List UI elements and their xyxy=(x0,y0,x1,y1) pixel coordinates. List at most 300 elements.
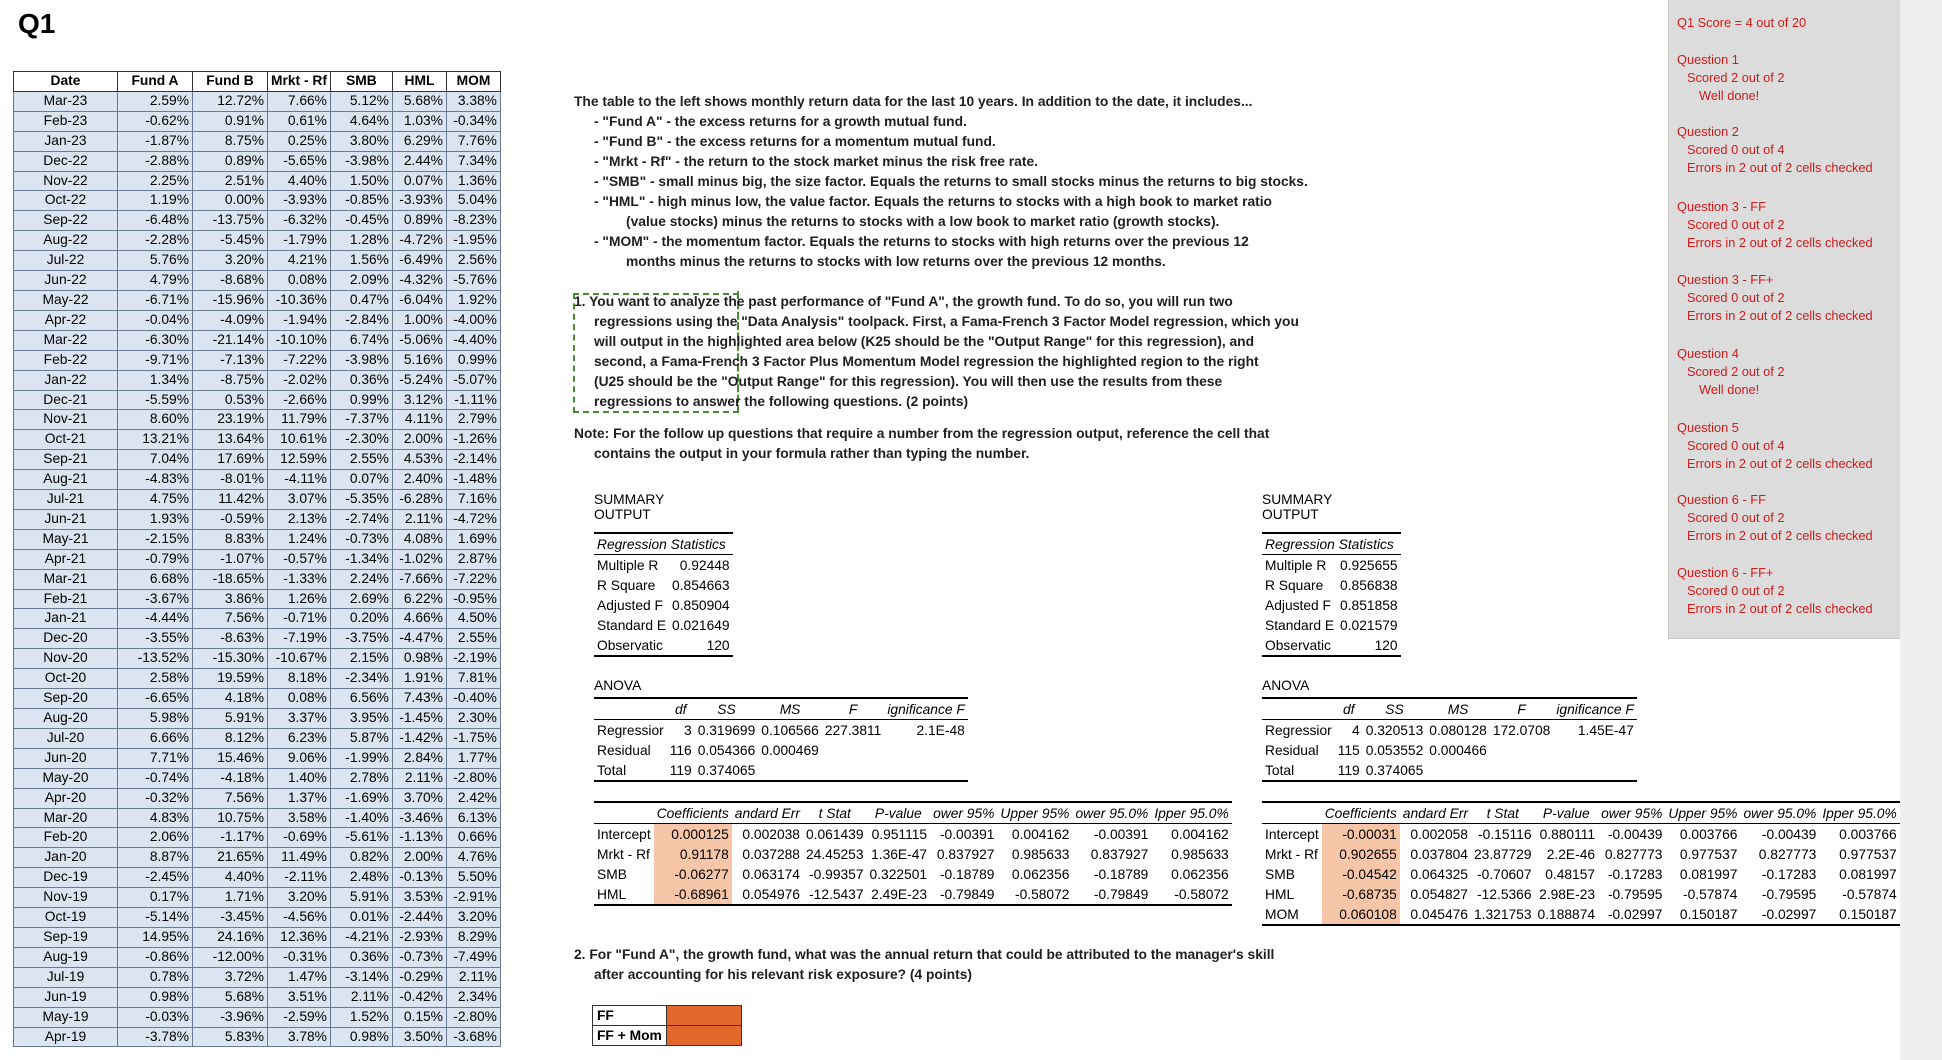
date-cell[interactable]: Feb-23 xyxy=(14,111,118,131)
return-cell[interactable]: 3.51% xyxy=(268,987,331,1007)
return-cell[interactable]: 5.91% xyxy=(330,888,392,908)
coef-value[interactable]: 0.322501 xyxy=(869,866,928,882)
coef-value[interactable]: -0.17283 xyxy=(1607,866,1663,882)
date-cell[interactable]: Sep-22 xyxy=(14,211,118,231)
return-cell[interactable]: -6.71% xyxy=(118,290,193,310)
ffmom-answer-cell[interactable] xyxy=(666,1026,741,1046)
return-cell[interactable]: -3.45% xyxy=(193,908,268,928)
stat-value[interactable]: 0.92448 xyxy=(679,557,730,573)
return-cell[interactable]: 1.26% xyxy=(268,589,331,609)
date-cell[interactable]: Oct-19 xyxy=(14,908,118,928)
return-cell[interactable]: 3.50% xyxy=(392,1027,446,1047)
anova-value[interactable] xyxy=(1553,740,1636,760)
return-cell[interactable]: -0.69% xyxy=(268,828,331,848)
coef-value[interactable]: -0.57874 xyxy=(1682,886,1738,902)
date-cell[interactable]: Feb-20 xyxy=(14,828,118,848)
return-cell[interactable]: 6.22% xyxy=(392,589,446,609)
return-cell[interactable]: 0.08% xyxy=(268,271,331,291)
return-cell[interactable]: -5.24% xyxy=(392,370,446,390)
return-cell[interactable]: -8.75% xyxy=(193,370,268,390)
return-cell[interactable]: -0.79% xyxy=(118,549,193,569)
return-cell[interactable]: -18.65% xyxy=(193,569,268,589)
coef-value[interactable]: -0.79595 xyxy=(1607,886,1663,902)
return-cell[interactable]: -4.21% xyxy=(330,927,392,947)
return-cell[interactable]: -5.59% xyxy=(118,390,193,410)
return-cell[interactable]: -0.42% xyxy=(392,987,446,1007)
return-cell[interactable]: -3.67% xyxy=(118,589,193,609)
date-cell[interactable]: Apr-21 xyxy=(14,549,118,569)
coef-value[interactable]: 0.063174 xyxy=(742,866,800,882)
return-cell[interactable]: -0.74% xyxy=(118,768,193,788)
return-cell[interactable]: 5.16% xyxy=(392,350,446,370)
return-cell[interactable]: -10.36% xyxy=(268,290,331,310)
return-cell[interactable]: -2.88% xyxy=(118,151,193,171)
return-cell[interactable]: 1.92% xyxy=(446,290,500,310)
date-cell[interactable]: Sep-19 xyxy=(14,927,118,947)
date-cell[interactable]: Sep-20 xyxy=(14,689,118,709)
return-cell[interactable]: -1.02% xyxy=(392,549,446,569)
stat-value[interactable]: 120 xyxy=(669,635,733,656)
return-cell[interactable]: 13.64% xyxy=(193,430,268,450)
anova-value[interactable]: 115 xyxy=(1337,742,1360,758)
anova-value[interactable] xyxy=(822,740,885,760)
return-cell[interactable]: 8.29% xyxy=(446,927,500,947)
date-cell[interactable]: Jan-22 xyxy=(14,370,118,390)
date-cell[interactable]: Jan-21 xyxy=(14,609,118,629)
coef-value[interactable]: 0.081997 xyxy=(1839,866,1897,882)
return-cell[interactable]: -7.22% xyxy=(446,569,500,589)
return-cell[interactable]: 0.98% xyxy=(392,649,446,669)
coef-value[interactable]: -0.02997 xyxy=(1740,904,1819,925)
return-cell[interactable]: -0.45% xyxy=(330,211,392,231)
return-cell[interactable]: -4.56% xyxy=(268,908,331,928)
return-cell[interactable]: -3.68% xyxy=(446,1027,500,1047)
return-cell[interactable]: -1.17% xyxy=(193,828,268,848)
return-cell[interactable]: -5.76% xyxy=(446,271,500,291)
return-cell[interactable]: 1.28% xyxy=(330,231,392,251)
return-cell[interactable]: 2.11% xyxy=(330,987,392,1007)
coef-value[interactable]: 0.002038 xyxy=(742,826,800,842)
return-cell[interactable]: -1.87% xyxy=(118,131,193,151)
scrollbar-track[interactable] xyxy=(1900,0,1942,1060)
coef-value[interactable]: 0.062356 xyxy=(1171,866,1229,882)
return-cell[interactable]: 1.19% xyxy=(118,191,193,211)
return-cell[interactable]: 2.51% xyxy=(193,171,268,191)
return-cell[interactable]: -9.71% xyxy=(118,350,193,370)
coef-value[interactable]: -0.58072 xyxy=(1151,884,1231,905)
return-cell[interactable]: -15.30% xyxy=(193,649,268,669)
coefficient-cell[interactable]: -0.68735 xyxy=(1322,884,1400,904)
anova-value[interactable] xyxy=(1426,760,1490,781)
return-cell[interactable]: -0.31% xyxy=(268,947,331,967)
return-cell[interactable]: 2.15% xyxy=(330,649,392,669)
return-cell[interactable]: -3.96% xyxy=(193,1007,268,1027)
return-cell[interactable]: 5.68% xyxy=(193,987,268,1007)
anova-value[interactable]: 0.374065 xyxy=(1363,760,1427,781)
return-cell[interactable]: 8.87% xyxy=(118,848,193,868)
return-cell[interactable]: 2.24% xyxy=(330,569,392,589)
return-cell[interactable]: 1.40% xyxy=(268,768,331,788)
date-cell[interactable]: Jul-20 xyxy=(14,728,118,748)
date-cell[interactable]: Oct-20 xyxy=(14,669,118,689)
return-cell[interactable]: 1.50% xyxy=(330,171,392,191)
return-cell[interactable]: 1.56% xyxy=(330,251,392,271)
return-cell[interactable]: -0.59% xyxy=(193,509,268,529)
date-cell[interactable]: Aug-21 xyxy=(14,470,118,490)
return-cell[interactable]: -0.86% xyxy=(118,947,193,967)
return-cell[interactable]: -4.00% xyxy=(446,310,500,330)
return-cell[interactable]: -0.03% xyxy=(118,1007,193,1027)
stat-value[interactable]: 120 xyxy=(1337,635,1401,656)
return-cell[interactable]: 6.74% xyxy=(330,330,392,350)
return-cell[interactable]: 21.65% xyxy=(193,848,268,868)
coef-value[interactable]: 0.951115 xyxy=(871,826,928,842)
return-cell[interactable]: -5.65% xyxy=(268,151,331,171)
return-cell[interactable]: 8.18% xyxy=(268,669,331,689)
coef-value[interactable]: 0.150187 xyxy=(1665,904,1740,925)
return-cell[interactable]: -6.30% xyxy=(118,330,193,350)
coef-value[interactable]: 0.48157 xyxy=(1545,866,1596,882)
return-cell[interactable]: -4.44% xyxy=(118,609,193,629)
coef-value[interactable]: -0.15116 xyxy=(1478,826,1532,842)
coefficient-cell[interactable]: -0.06277 xyxy=(654,864,732,884)
return-cell[interactable]: -0.85% xyxy=(330,191,392,211)
return-cell[interactable]: 0.01% xyxy=(330,908,392,928)
coef-value[interactable]: 2.98E-23 xyxy=(1539,886,1596,902)
return-cell[interactable]: 1.24% xyxy=(268,529,331,549)
return-cell[interactable]: -2.02% xyxy=(268,370,331,390)
anova-value[interactable]: 0.054366 xyxy=(697,742,756,758)
coef-value[interactable]: -0.00391 xyxy=(939,826,995,842)
return-cell[interactable]: 7.16% xyxy=(446,490,500,510)
coef-value[interactable]: -12.5437 xyxy=(803,884,867,905)
return-cell[interactable]: -2.34% xyxy=(330,669,392,689)
return-cell[interactable]: -4.83% xyxy=(118,470,193,490)
return-cell[interactable]: 13.21% xyxy=(118,430,193,450)
return-cell[interactable]: -12.00% xyxy=(193,947,268,967)
return-cell[interactable]: 2.06% xyxy=(118,828,193,848)
return-cell[interactable]: -2.14% xyxy=(446,450,500,470)
coef-value[interactable]: 0.837927 xyxy=(1090,846,1149,862)
return-cell[interactable]: 2.69% xyxy=(330,589,392,609)
coef-value[interactable]: -12.5366 xyxy=(1477,886,1532,902)
stat-value[interactable]: 0.021649 xyxy=(672,617,730,633)
return-cell[interactable]: 1.34% xyxy=(118,370,193,390)
return-cell[interactable]: 6.68% xyxy=(118,569,193,589)
return-cell[interactable]: 0.20% xyxy=(330,609,392,629)
return-cell[interactable]: -6.04% xyxy=(392,290,446,310)
return-cell[interactable]: -4.11% xyxy=(268,470,331,490)
return-cell[interactable]: -1.42% xyxy=(392,728,446,748)
return-cell[interactable]: 4.40% xyxy=(268,171,331,191)
coef-value[interactable]: -0.18789 xyxy=(1093,866,1149,882)
date-cell[interactable]: Jul-22 xyxy=(14,251,118,271)
anova-value[interactable]: 0.080128 xyxy=(1429,722,1487,738)
coef-value[interactable]: 0.837927 xyxy=(936,846,995,862)
return-cell[interactable]: -0.40% xyxy=(446,689,500,709)
return-cell[interactable]: 1.00% xyxy=(392,310,446,330)
return-cell[interactable]: -2.91% xyxy=(446,888,500,908)
date-cell[interactable]: Jun-21 xyxy=(14,509,118,529)
return-cell[interactable]: -0.95% xyxy=(446,589,500,609)
return-cell[interactable]: 3.78% xyxy=(268,1027,331,1047)
return-cell[interactable]: 2.87% xyxy=(446,549,500,569)
date-cell[interactable]: Sep-21 xyxy=(14,450,118,470)
return-cell[interactable]: -13.52% xyxy=(118,649,193,669)
return-cell[interactable]: 3.20% xyxy=(268,888,331,908)
coef-value[interactable]: 0.054827 xyxy=(1410,886,1468,902)
return-cell[interactable]: -1.40% xyxy=(330,808,392,828)
coef-value[interactable]: -0.00439 xyxy=(1607,826,1663,842)
coef-value[interactable]: 0.004162 xyxy=(1171,826,1229,842)
return-cell[interactable]: -0.34% xyxy=(446,111,500,131)
return-cell[interactable]: -0.73% xyxy=(392,947,446,967)
date-cell[interactable]: Aug-20 xyxy=(14,709,118,729)
return-cell[interactable]: -2.66% xyxy=(268,390,331,410)
return-cell[interactable]: 12.59% xyxy=(268,450,331,470)
return-cell[interactable]: 4.50% xyxy=(446,609,500,629)
return-cell[interactable]: 5.76% xyxy=(118,251,193,271)
anova-value[interactable]: 0.106566 xyxy=(761,722,819,738)
return-cell[interactable]: -10.10% xyxy=(268,330,331,350)
return-cell[interactable]: 0.47% xyxy=(330,290,392,310)
return-cell[interactable]: -7.66% xyxy=(392,569,446,589)
return-cell[interactable]: 2.55% xyxy=(330,450,392,470)
return-cell[interactable]: 1.71% xyxy=(193,888,268,908)
return-cell[interactable]: 11.49% xyxy=(268,848,331,868)
return-cell[interactable]: 2.55% xyxy=(446,629,500,649)
coef-value[interactable]: -0.79849 xyxy=(930,884,997,905)
return-cell[interactable]: 10.75% xyxy=(193,808,268,828)
return-cell[interactable]: 0.89% xyxy=(392,211,446,231)
return-cell[interactable]: -6.48% xyxy=(118,211,193,231)
date-cell[interactable]: Jul-21 xyxy=(14,490,118,510)
return-cell[interactable]: -5.06% xyxy=(392,330,446,350)
return-cell[interactable]: -0.29% xyxy=(392,967,446,987)
coef-value[interactable]: 0.977537 xyxy=(1839,846,1897,862)
coef-value[interactable]: 23.87729 xyxy=(1473,846,1532,862)
ff-answer-cell[interactable] xyxy=(666,1006,741,1026)
return-cell[interactable]: -5.07% xyxy=(446,370,500,390)
coefficient-cell[interactable]: -0.00031 xyxy=(1322,824,1400,845)
return-cell[interactable]: 0.17% xyxy=(118,888,193,908)
return-cell[interactable]: 14.95% xyxy=(118,927,193,947)
coefficient-cell[interactable]: 0.91178 xyxy=(654,844,732,864)
return-cell[interactable]: -15.96% xyxy=(193,290,268,310)
return-cell[interactable]: -21.14% xyxy=(193,330,268,350)
stat-value[interactable]: 0.851858 xyxy=(1340,597,1398,613)
return-cell[interactable]: 2.48% xyxy=(330,868,392,888)
return-cell[interactable]: 2.00% xyxy=(392,848,446,868)
return-cell[interactable]: -1.34% xyxy=(330,549,392,569)
return-cell[interactable]: 0.07% xyxy=(392,171,446,191)
date-cell[interactable]: Mar-23 xyxy=(14,91,118,111)
coefficient-cell[interactable]: 0.060108 xyxy=(1322,904,1400,925)
return-cell[interactable]: -5.45% xyxy=(193,231,268,251)
return-cell[interactable]: 7.66% xyxy=(268,91,331,111)
return-cell[interactable]: 2.44% xyxy=(392,151,446,171)
coef-value[interactable]: 0.188874 xyxy=(1535,904,1599,925)
return-cell[interactable]: -2.30% xyxy=(330,430,392,450)
coef-value[interactable]: 0.827773 xyxy=(1604,846,1663,862)
date-cell[interactable]: May-20 xyxy=(14,768,118,788)
return-cell[interactable]: -8.68% xyxy=(193,271,268,291)
return-cell[interactable]: 5.50% xyxy=(446,868,500,888)
coef-value[interactable]: -0.58072 xyxy=(997,884,1072,905)
return-cell[interactable]: 4.08% xyxy=(392,529,446,549)
return-cell[interactable]: -3.46% xyxy=(392,808,446,828)
anova-value[interactable] xyxy=(1490,760,1554,781)
return-cell[interactable]: -3.14% xyxy=(330,967,392,987)
anova-value[interactable]: 0.000466 xyxy=(1429,742,1487,758)
return-cell[interactable]: 7.76% xyxy=(446,131,500,151)
coef-value[interactable]: 0.081997 xyxy=(1679,866,1738,882)
return-cell[interactable]: -3.93% xyxy=(268,191,331,211)
return-cell[interactable]: -4.72% xyxy=(392,231,446,251)
coefficient-cell[interactable]: 0.902655 xyxy=(1322,844,1400,864)
return-cell[interactable]: 12.36% xyxy=(268,927,331,947)
coef-value[interactable]: 0.004162 xyxy=(1011,826,1070,842)
return-cell[interactable]: 0.07% xyxy=(330,470,392,490)
anova-value[interactable]: 4 xyxy=(1352,722,1360,738)
return-cell[interactable]: 2.09% xyxy=(330,271,392,291)
return-cell[interactable]: -3.55% xyxy=(118,629,193,649)
return-cell[interactable]: -3.98% xyxy=(330,151,392,171)
return-cell[interactable]: -0.13% xyxy=(392,868,446,888)
coef-value[interactable]: 1.36E-47 xyxy=(871,846,928,862)
coef-value[interactable]: 0.054976 xyxy=(732,884,803,905)
return-cell[interactable]: -1.75% xyxy=(446,728,500,748)
return-cell[interactable]: 5.91% xyxy=(193,709,268,729)
return-cell[interactable]: -7.22% xyxy=(268,350,331,370)
return-cell[interactable]: 5.68% xyxy=(392,91,446,111)
return-cell[interactable]: 2.25% xyxy=(118,171,193,191)
anova-value[interactable] xyxy=(884,760,967,781)
return-cell[interactable]: -0.73% xyxy=(330,529,392,549)
date-cell[interactable]: Dec-22 xyxy=(14,151,118,171)
return-cell[interactable]: -0.57% xyxy=(268,549,331,569)
return-cell[interactable]: 4.83% xyxy=(118,808,193,828)
date-cell[interactable]: Mar-21 xyxy=(14,569,118,589)
return-cell[interactable]: -0.71% xyxy=(268,609,331,629)
return-cell[interactable]: -1.33% xyxy=(268,569,331,589)
return-cell[interactable]: 2.79% xyxy=(446,410,500,430)
return-cell[interactable]: 1.77% xyxy=(446,748,500,768)
return-cell[interactable]: 0.00% xyxy=(193,191,268,211)
return-cell[interactable]: -1.07% xyxy=(193,549,268,569)
return-cell[interactable]: -2.45% xyxy=(118,868,193,888)
anova-value[interactable]: 1.45E-47 xyxy=(1577,722,1634,738)
return-cell[interactable]: 0.91% xyxy=(193,111,268,131)
return-cell[interactable]: -8.01% xyxy=(193,470,268,490)
return-cell[interactable]: 1.91% xyxy=(392,669,446,689)
date-cell[interactable]: Oct-22 xyxy=(14,191,118,211)
date-cell[interactable]: Jan-23 xyxy=(14,131,118,151)
coef-value[interactable]: -0.00439 xyxy=(1761,826,1817,842)
date-cell[interactable]: Jun-19 xyxy=(14,987,118,1007)
coef-value[interactable]: 0.061439 xyxy=(805,826,864,842)
coef-value[interactable]: -0.79595 xyxy=(1761,886,1817,902)
return-cell[interactable]: 3.53% xyxy=(392,888,446,908)
return-cell[interactable]: 6.23% xyxy=(268,728,331,748)
return-cell[interactable]: 4.66% xyxy=(392,609,446,629)
date-cell[interactable]: Apr-19 xyxy=(14,1027,118,1047)
return-cell[interactable]: -2.80% xyxy=(446,1007,500,1027)
return-cell[interactable]: -1.95% xyxy=(446,231,500,251)
return-cell[interactable]: 8.60% xyxy=(118,410,193,430)
return-cell[interactable]: 8.75% xyxy=(193,131,268,151)
return-cell[interactable]: 3.58% xyxy=(268,808,331,828)
return-cell[interactable]: 2.56% xyxy=(446,251,500,271)
return-cell[interactable]: 3.80% xyxy=(330,131,392,151)
anova-value[interactable]: 3 xyxy=(684,722,692,738)
return-cell[interactable]: -4.09% xyxy=(193,310,268,330)
coef-value[interactable]: 0.002058 xyxy=(1410,826,1468,842)
return-cell[interactable]: 7.34% xyxy=(446,151,500,171)
date-cell[interactable]: Aug-19 xyxy=(14,947,118,967)
date-cell[interactable]: Feb-21 xyxy=(14,589,118,609)
coef-value[interactable]: 1.321753 xyxy=(1471,904,1535,925)
coef-value[interactable]: -0.17283 xyxy=(1761,866,1817,882)
return-cell[interactable]: 4.53% xyxy=(392,450,446,470)
return-cell[interactable]: 1.47% xyxy=(268,967,331,987)
return-cell[interactable]: 7.56% xyxy=(193,788,268,808)
return-cell[interactable]: 3.86% xyxy=(193,589,268,609)
return-cell[interactable]: 0.36% xyxy=(330,947,392,967)
return-cell[interactable]: -13.75% xyxy=(193,211,268,231)
coefficient-cell[interactable]: -0.04542 xyxy=(1322,864,1400,884)
return-cell[interactable]: 11.42% xyxy=(193,490,268,510)
return-cell[interactable]: -1.94% xyxy=(268,310,331,330)
return-cell[interactable]: 2.00% xyxy=(392,430,446,450)
date-cell[interactable]: Dec-20 xyxy=(14,629,118,649)
anova-value[interactable]: 227.3811 xyxy=(824,722,882,738)
return-cell[interactable]: -8.23% xyxy=(446,211,500,231)
return-cell[interactable]: 4.79% xyxy=(118,271,193,291)
date-cell[interactable]: Mar-20 xyxy=(14,808,118,828)
return-cell[interactable]: 4.21% xyxy=(268,251,331,271)
date-cell[interactable]: Dec-19 xyxy=(14,868,118,888)
return-cell[interactable]: -7.19% xyxy=(268,629,331,649)
coefficient-cell[interactable]: -0.68961 xyxy=(654,884,732,905)
return-cell[interactable]: -2.19% xyxy=(446,649,500,669)
return-cell[interactable]: -3.78% xyxy=(118,1027,193,1047)
return-cell[interactable]: -1.69% xyxy=(330,788,392,808)
stat-value[interactable]: 0.856838 xyxy=(1340,577,1398,593)
return-cell[interactable]: -1.79% xyxy=(268,231,331,251)
return-cell[interactable]: 15.46% xyxy=(193,748,268,768)
anova-value[interactable] xyxy=(1490,740,1554,760)
stat-value[interactable]: 0.925655 xyxy=(1340,557,1398,573)
return-cell[interactable]: 0.98% xyxy=(330,1027,392,1047)
return-cell[interactable]: -6.65% xyxy=(118,689,193,709)
return-cell[interactable]: 6.56% xyxy=(330,689,392,709)
anova-value[interactable]: 116 xyxy=(669,742,692,758)
return-cell[interactable]: 0.89% xyxy=(193,151,268,171)
return-cell[interactable]: -6.32% xyxy=(268,211,331,231)
return-cell[interactable]: -2.15% xyxy=(118,529,193,549)
coef-value[interactable]: 0.045476 xyxy=(1400,904,1471,925)
stat-value[interactable]: 0.850904 xyxy=(672,597,730,613)
return-cell[interactable]: -0.62% xyxy=(118,111,193,131)
return-cell[interactable]: -1.48% xyxy=(446,470,500,490)
anova-value[interactable] xyxy=(758,760,822,781)
coef-value[interactable]: -0.57874 xyxy=(1842,886,1897,902)
anova-value[interactable]: 0.053552 xyxy=(1365,742,1424,758)
date-cell[interactable]: May-21 xyxy=(14,529,118,549)
anova-value[interactable]: 0.374065 xyxy=(695,760,759,781)
coef-value[interactable]: -0.02997 xyxy=(1598,904,1665,925)
